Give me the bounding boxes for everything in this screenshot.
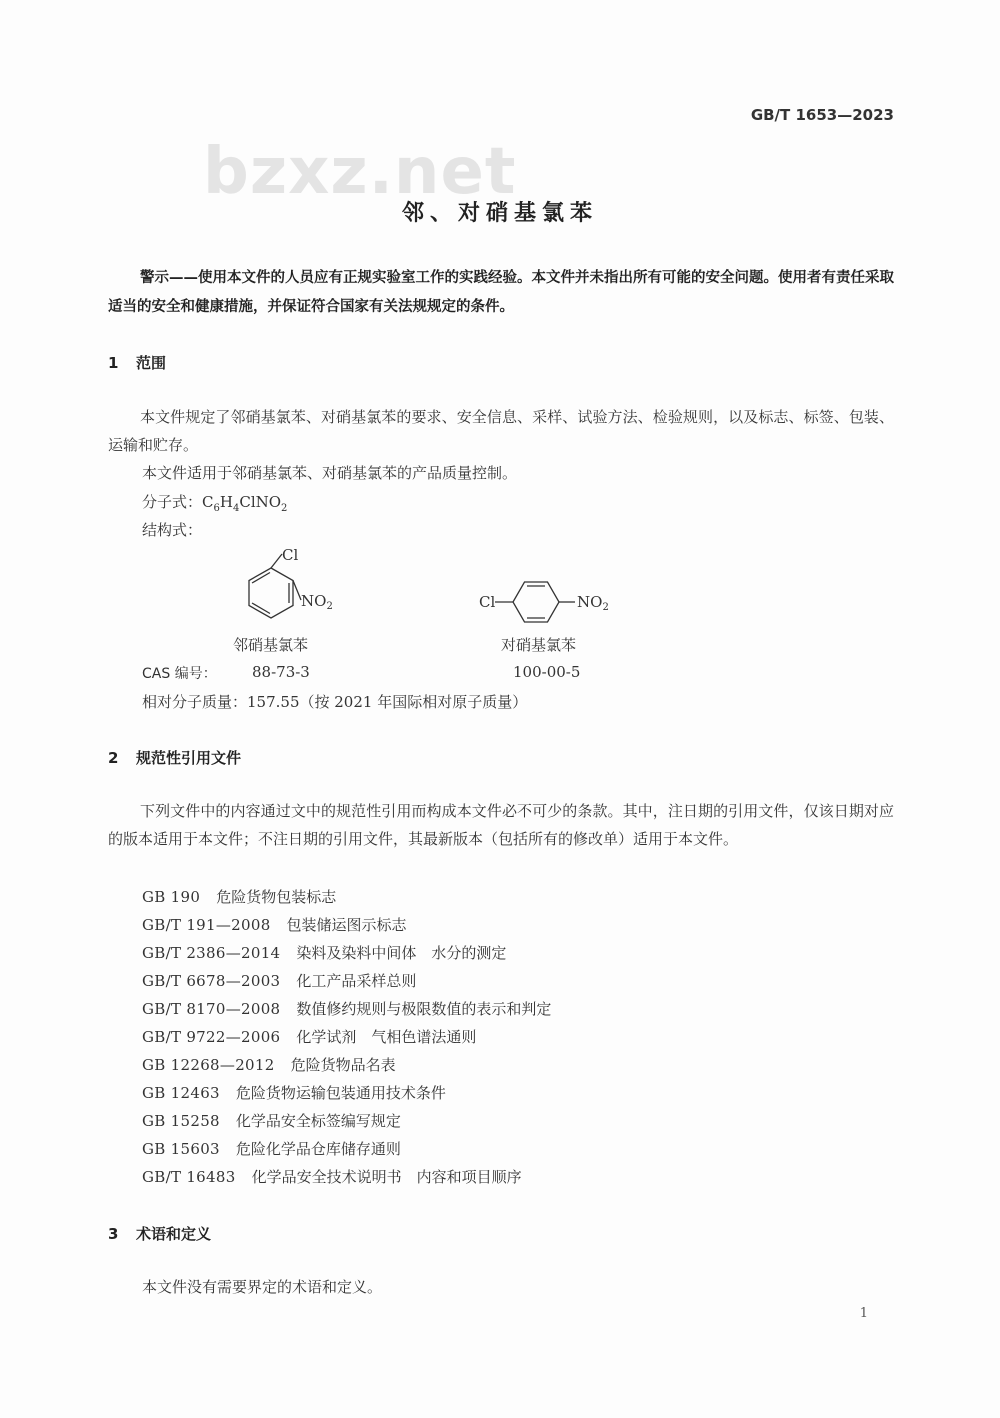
ortho-no2-label: $NO_2$ xyxy=(301,592,333,612)
para-cl-label: Cl xyxy=(479,593,496,611)
reference-item: GB/T 16483 化学品安全技术说明书 内容和项目顺序 xyxy=(142,1168,522,1186)
scope-paragraph-2: 本文件适用于邻硝基氯苯、对硝基氯苯的产品质量控制。 xyxy=(142,464,518,482)
section-3-heading: 3 术语和定义 xyxy=(108,1225,212,1243)
page-number: 1 xyxy=(859,1306,868,1321)
scope-paragraph-1: 本文件规定了邻硝基氯苯、对硝基氯苯的要求、安全信息、采样、试验方法、检验规则，以及标志、标签、包装、运输和贮存。 xyxy=(108,408,894,454)
reference-item: GB 12268—2012 危险货物品名表 xyxy=(142,1056,396,1074)
molecular-mass: 相对分子质量：157.55（按 2021 年国际相对原子质量） xyxy=(142,693,528,711)
molecular-formula: 分子式：$C_6H_4ClNO_2$ xyxy=(142,493,288,514)
reference-item: GB/T 8170—2008 数值修约规则与极限数值的表示和判定 xyxy=(142,1000,552,1018)
section-2-heading: 2 规范性引用文件 xyxy=(108,749,242,767)
cas-para: 100-00-5 xyxy=(513,663,581,681)
reference-item: GB 12463 危险货物运输包装通用技术条件 xyxy=(142,1084,446,1102)
para-structure xyxy=(495,582,575,622)
structure-label: 结构式： xyxy=(142,521,203,539)
warning-paragraph xyxy=(108,263,894,321)
document-title: 邻、对硝基氯苯 xyxy=(401,201,598,226)
ortho-name: 邻硝基氯苯 xyxy=(233,636,309,654)
section-1-heading: 1 范围 xyxy=(108,354,167,372)
reference-item: GB/T 2386—2014 染料及染料中间体 水分的测定 xyxy=(142,944,507,962)
structure-diagrams xyxy=(200,540,660,630)
para-no2-label: $NO_2$ xyxy=(577,593,609,613)
reference-item: GB/T 191—2008 包装储运图示标志 xyxy=(142,916,407,934)
warning-text: 使用本文件的人员应有正规实验室工作的实践经验。本文件并未指出所有可能的安全问题。使用者有责任采取适当的安全和健康措施，并保证符合国家有关法规规定的条件。 xyxy=(108,270,894,315)
ortho-cl-label: Cl xyxy=(282,546,299,564)
reference-item: GB 15603 危险化学品仓库储存通则 xyxy=(142,1140,401,1158)
watermark: bzxz.net xyxy=(203,135,517,209)
reference-item: GB 190 危险货物包装标志 xyxy=(142,888,337,906)
references-intro: 下列文件中的内容通过文中的规范性引用而构成本文件必不可少的条款。其中，注日期的引用文件，仅该日期对应的版本适用于本文件；不注日期的引用文件，其最新版本（包括所有的修改单）适用于本文件。 xyxy=(108,802,894,848)
standard-number: GB/T 1653—2023 xyxy=(750,106,894,124)
cas-label: CAS 编号： xyxy=(142,666,217,682)
reference-item: GB 15258 化学品安全标签编写规定 xyxy=(142,1112,401,1130)
reference-item: GB/T 6678—2003 化工产品采样总则 xyxy=(142,972,417,990)
cas-ortho: 88-73-3 xyxy=(252,663,310,681)
reference-item: GB/T 9722—2006 化学试剂 气相色谱法通则 xyxy=(142,1028,477,1046)
terms-text: 本文件没有需要界定的术语和定义。 xyxy=(142,1278,383,1296)
warning-lead: 警示—— xyxy=(140,270,198,286)
para-name: 对硝基氯苯 xyxy=(501,636,577,654)
